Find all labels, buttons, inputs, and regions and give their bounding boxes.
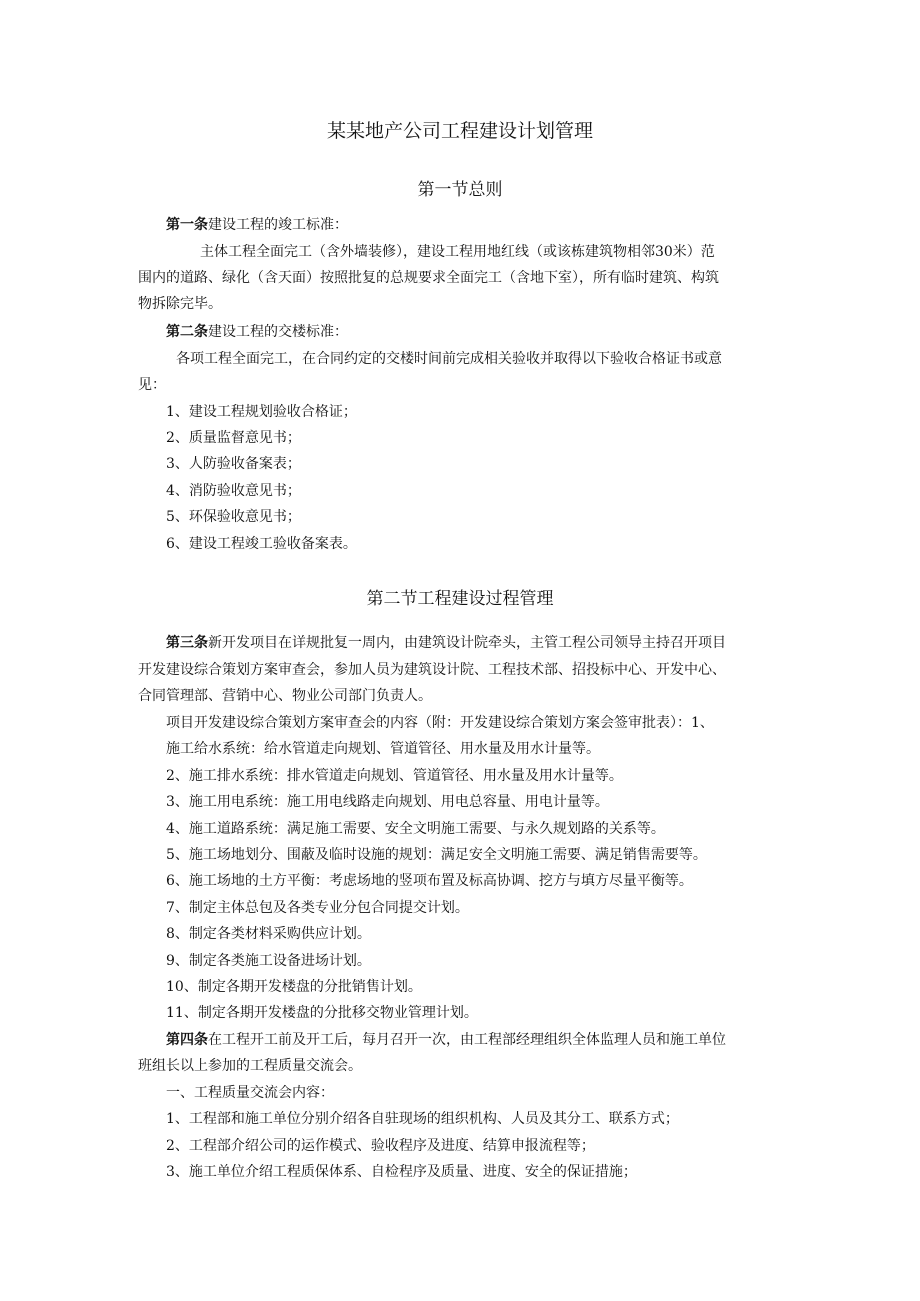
list-item: 11、制定各期开发楼盘的分批移交物业管理计划。 [166, 1005, 478, 1021]
paragraph-line: 施工给水系统：给水管道走向规划、管道管径、用水量及用水计量等。 [166, 741, 600, 757]
paragraph-line: 合同管理部、营销中心、物业公司部门负责人。 [138, 688, 432, 704]
list-item: 3、施工用电系统：施工用电线路走向规划、用电总容量、用电计量等。 [166, 794, 609, 810]
article-2 [166, 323, 348, 341]
article-text: 建设工程的竣工标准： [208, 217, 348, 233]
article-text: 新开发项目在详规批复一周内，由建筑设计院牵头，主管工程公司领导主持召开项目 [208, 635, 726, 651]
paragraph-line: 开发建设综合策划方案审查会，参加人员为建筑设计院、工程技术部、招投标中心、开发中心、 [138, 662, 726, 678]
paragraph-line: 各项工程全面完工，在合同约定的交楼时间前完成相关验收并取得以下验收合格证书或意 [176, 351, 722, 367]
list-item: 7、制定主体总包及各类专业分包合同提交计划。 [166, 900, 469, 916]
list-item: 5、环保验收意见书； [166, 509, 301, 525]
document-title: 某某地产公司工程建设计划管理 [326, 120, 593, 142]
article-3 [166, 634, 726, 652]
paragraph-line: 一、工程质量交流会内容： [166, 1085, 334, 1101]
list-item: 2、工程部介绍公司的运作模式、验收程序及进度、结算申报流程等； [166, 1138, 595, 1154]
article-label: 第三条 [166, 635, 208, 651]
list-item: 5、施工场地划分、围蔽及临时设施的规划：满足安全文明施工需要、满足销售需要等。 [166, 847, 707, 863]
list-item: 3、人防验收备案表； [166, 456, 301, 472]
list-item: 6、施工场地的土方平衡：考虑场地的竖项布置及标高协调、挖方与填方尽量平衡等。 [166, 873, 693, 889]
article-4 [166, 1031, 726, 1049]
list-item: 4、消防验收意见书； [166, 483, 301, 499]
article-text: 建设工程的交楼标准： [208, 324, 348, 340]
paragraph-line: 主体工程全面完工（含外墙装修），建设工程用地红线（或该栋建筑物相邻30米）范 [200, 244, 715, 260]
list-item: 9、制定各类施工设备进场计划。 [166, 953, 371, 969]
list-item: 1、建设工程规划验收合格证； [166, 404, 357, 420]
paragraph-line: 围内的道路、绿化（含天面）按照批复的总规要求全面完工（含地下室），所有临时建筑、构筑 [138, 270, 719, 286]
section-heading-1: 第一节总则 [417, 180, 503, 200]
article-label: 第四条 [166, 1032, 208, 1048]
section-heading-2: 第二节工程建设过程管理 [366, 589, 554, 609]
article-text: 在工程开工前及开工后，每月召开一次，由工程部经理组织全体监理人员和施工单位 [208, 1032, 726, 1048]
list-item: 6、建设工程竣工验收备案表。 [166, 536, 357, 552]
paragraph-line: 见： [138, 377, 166, 393]
list-item: 2、质量监督意见书； [166, 430, 301, 446]
list-item: 8、制定各类材料采购供应计划。 [166, 926, 371, 942]
paragraph-line: 班组长以上参加的工程质量交流会。 [138, 1058, 362, 1074]
list-item: 3、施工单位介绍工程质保体系、自检程序及质量、进度、安全的保证措施； [166, 1164, 637, 1180]
list-item: 1、工程部和施工单位分别介绍各自驻现场的组织机构、人员及其分工、联系方式； [166, 1111, 679, 1127]
article-label: 第一条 [166, 217, 208, 233]
paragraph-line: 项目开发建设综合策划方案审查会的内容（附：开发建设综合策划方案会签审批表）：1、 [166, 715, 714, 731]
list-item: 4、施工道路系统：满足施工需要、安全文明施工需要、与永久规划路的关系等。 [166, 821, 665, 837]
paragraph-line: 物拆除完毕。 [138, 296, 222, 312]
list-item: 10、制定各期开发楼盘的分批销售计划。 [166, 979, 422, 995]
article-1 [166, 216, 348, 234]
list-item: 2、施工排水系统：排水管道走向规划、管道管径、用水量及用水计量等。 [166, 768, 623, 784]
article-label: 第二条 [166, 324, 208, 340]
